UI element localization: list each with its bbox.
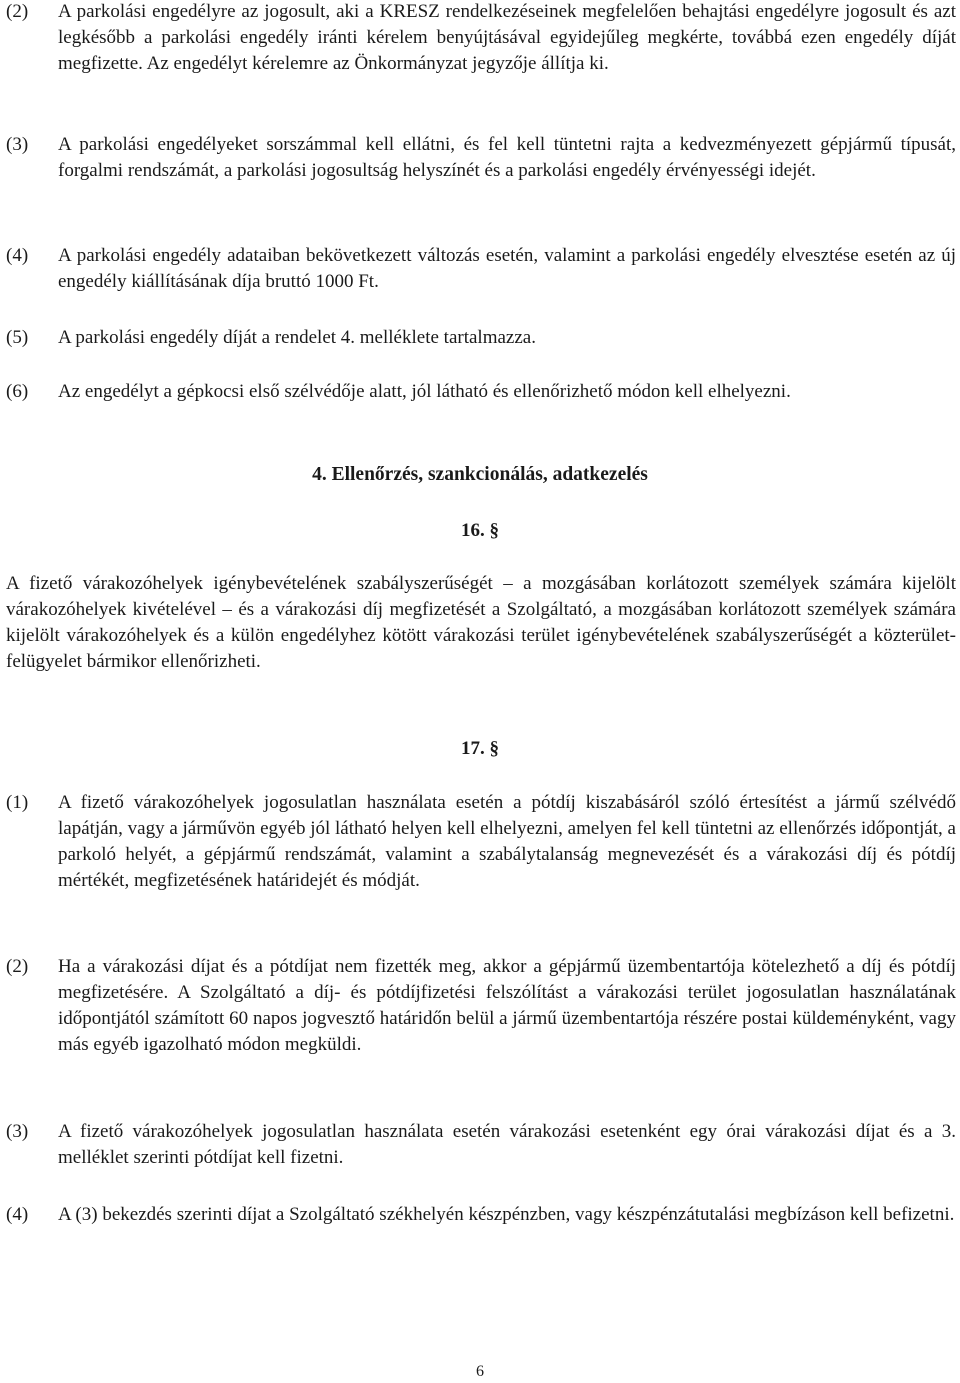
paragraph-17-1	[6, 790, 956, 894]
paragraph-text: A fizető várakozóhelyek jogosulatlan használata esetén a pótdíj kiszabásáról szóló értesítést a jármű szélvédő lapátján, vagy a járművön egyéb jól látható helyen kell elhelyezni, amelyen fel kell tüntetni az ellenőrzés időpontját, a parkoló helyét, a gépjármű rendszámát, valamint a szabálytalanság megnevezését és a várakozási díj és pótdíj mértékét, megfizetésének határidejét és módját.	[58, 792, 956, 891]
paragraph-15-3	[6, 132, 956, 184]
section-heading-16: 16. §	[461, 520, 499, 541]
paragraph-number: (4)	[6, 245, 29, 266]
section-16-text: A fizető várakozóhelyek igénybevételének szabályszerűségét – a mozgásában korlátozott személyek számára kijelölt várakozóhelyek kivételével – és a várakozási díj megfizetését a Szolgáltató, a mozgásában korlátozott személyek számára kijelölt várakozóhelyek és a külön engedélyhez kötött várakozási terület igénybevételének szabályszerűségét a közterület-felügyelet bármikor ellenőrizheti.	[6, 573, 956, 672]
paragraph-17-3	[6, 1119, 956, 1171]
paragraph-text: A (3) bekezdés szerinti díjat a Szolgáltató székhelyén készpénzben, vagy készpénzátutalási megbízáson kell befizetni.	[58, 1204, 955, 1225]
paragraph-number: (2)	[6, 1, 29, 22]
paragraph-text: A parkolási engedélyre az jogosult, aki a KRESZ rendelkezéseinek megfelelően behajtási engedélyre jogosult és azt legkésőbb a parkolási engedély iránti kérelem benyújtásával egyidejűleg megkérte, továbbá ezen engedély díját megfizette. Az engedélyt kérelemre az Önkormányzat jegyzője állítja ki.	[58, 1, 956, 74]
paragraph-15-6	[6, 379, 956, 405]
page-number: 6	[476, 1363, 484, 1380]
paragraph-number: (4)	[6, 1204, 29, 1225]
paragraph-number: (6)	[6, 381, 29, 402]
paragraph-17-2	[6, 954, 956, 1058]
chapter-title: 4. Ellenőrzés, szankcionálás, adatkezelés	[312, 464, 648, 485]
paragraph-text: Ha a várakozási díjat és a pótdíjat nem fizették meg, akkor a gépjármű üzembentartója kötelezhető a díj és pótdíj megfizetésére. A Szolgáltató a díj- és pótdíjfizetési felszólítást a várakozási terület jogosulatlan használatának időpontjától számított 60 napos jogvesztő határidőn belül a jármű üzembentartója részére postai küldeményként, vagy más egyéb igazolható módon megküldi.	[58, 956, 956, 1055]
paragraph-number: (3)	[6, 1121, 29, 1142]
paragraph-15-5	[6, 325, 956, 351]
paragraph-number: (3)	[6, 134, 29, 155]
paragraph-text: Az engedélyt a gépkocsi első szélvédője alatt, jól látható és ellenőrizhető módon kell elhelyezni.	[58, 381, 791, 402]
paragraph-number: (2)	[6, 956, 29, 977]
paragraph-number: (5)	[6, 327, 29, 348]
paragraph-15-4	[6, 243, 956, 295]
section-heading-17: 17. §	[461, 738, 499, 759]
paragraph-17-4	[6, 1202, 956, 1228]
paragraph-text: A fizető várakozóhelyek jogosulatlan használata esetén várakozási esetenként egy órai várakozási díjat és a 3. melléklet szerinti pótdíjat kell fizetni.	[58, 1121, 956, 1168]
paragraph-text: A parkolási engedély adataiban bekövetkezett változás esetén, valamint a parkolási engedély elvesztése esetén az új engedély kiállításának díja bruttó 1000 Ft.	[58, 245, 956, 292]
paragraph-text: A parkolási engedélyeket sorszámmal kell ellátni, és fel kell tüntetni rajta a kedvezményezett gépjármű típusát, forgalmi rendszámát, a parkolási jogosultság helyszínét és a parkolási engedély érvényességi idejét.	[58, 134, 956, 181]
paragraph-15-2	[6, 0, 956, 77]
paragraph-text: A parkolási engedély díját a rendelet 4. melléklete tartalmazza.	[58, 327, 536, 348]
paragraph-number: (1)	[6, 792, 29, 813]
